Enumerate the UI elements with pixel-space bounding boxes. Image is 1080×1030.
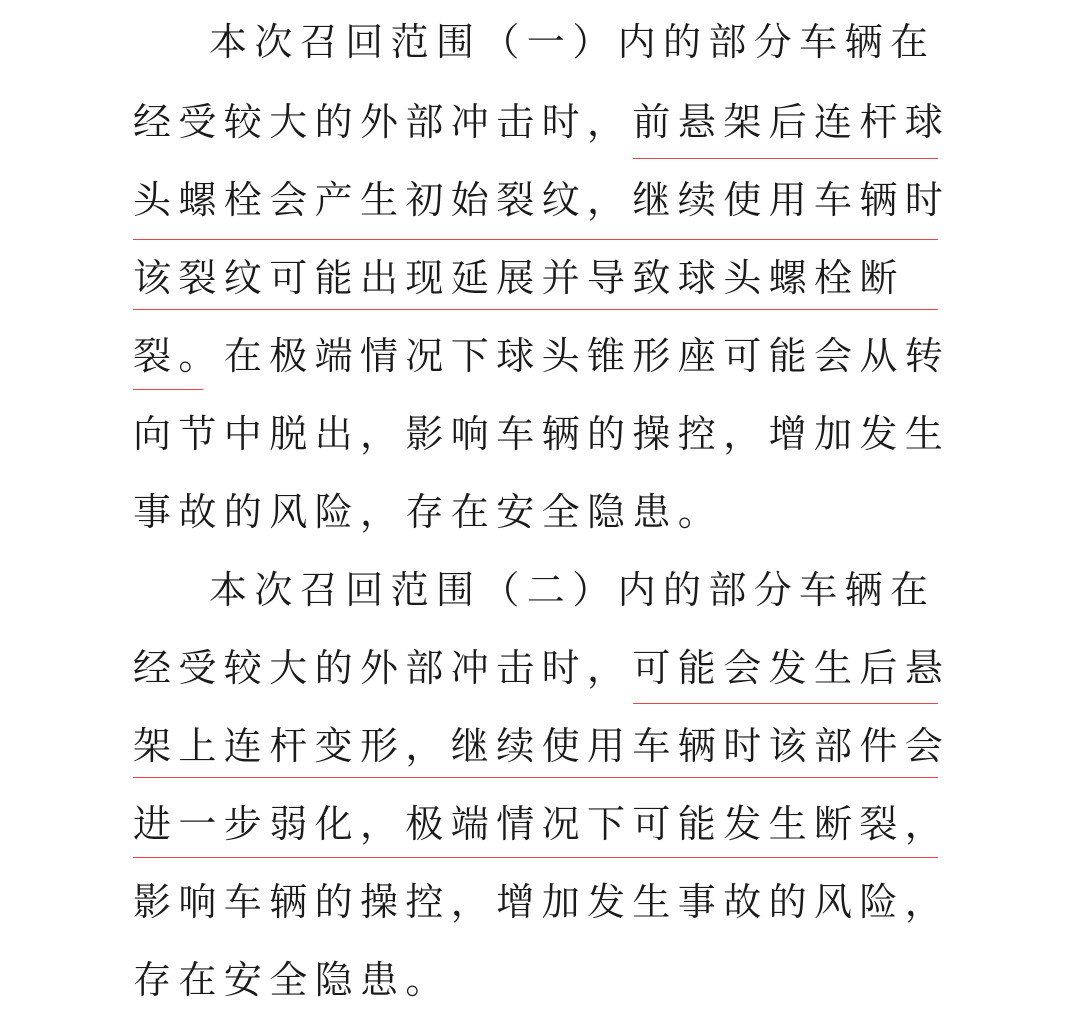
paragraph-1-line-2: 经受较大的外部冲击时，前悬架后连杆球 — [133, 100, 951, 144]
emphasis-underline — [633, 703, 938, 704]
emphasis-underline — [133, 309, 938, 310]
emphasis-underline — [133, 777, 938, 778]
paragraph-2-line-2: 经受较大的外部冲击时，可能会发生后悬 — [133, 646, 951, 690]
paragraph-1-line-1: 本次召回范围（一）内的部分车辆在 — [209, 20, 936, 64]
paragraph-1-line-6: 向节中脱出，影响车辆的操控，增加发生 — [133, 412, 951, 456]
emphasis-underline — [133, 857, 938, 858]
paragraph-2-line-5: 影响车辆的操控，增加发生事故的风险， — [133, 880, 951, 924]
paragraph-1-line-4: 该裂纹可能出现延展并导致球头螺栓断 — [133, 256, 905, 300]
emphasis-underline — [133, 389, 203, 390]
paragraph-1-line-3: 头螺栓会产生初始裂纹，继续使用车辆时 — [133, 178, 951, 222]
paragraph-1-line-5: 裂。在极端情况下球头锥形座可能会从转 — [133, 334, 951, 378]
paragraph-2-line-4: 进一步弱化，极端情况下可能发生断裂， — [133, 802, 951, 846]
emphasis-underline — [133, 239, 938, 240]
paragraph-2-line-6: 存在安全隐患。 — [133, 958, 451, 1002]
emphasis-underline — [633, 158, 938, 159]
paragraph-2-line-1: 本次召回范围（二）内的部分车辆在 — [209, 568, 936, 612]
paragraph-1-line-7: 事故的风险，存在安全隐患。 — [133, 490, 724, 534]
paragraph-2-line-3: 架上连杆变形，继续使用车辆时该部件会 — [133, 724, 951, 768]
